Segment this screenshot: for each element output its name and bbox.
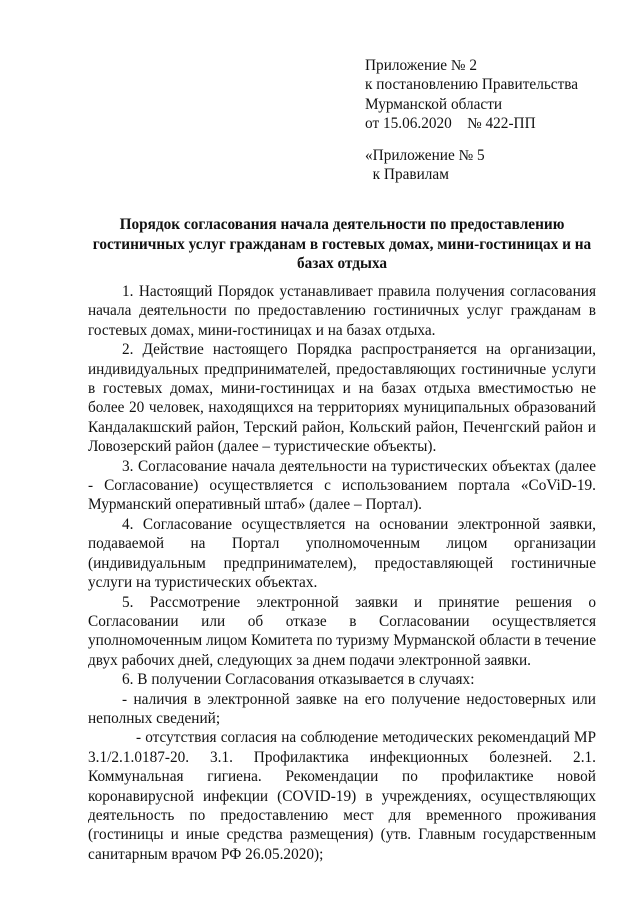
paragraph-6-item-2: - отсутствия согласия на соблюдение методических рекомендаций МР 3.1/2.1.0187-20. 3.1. Профилактика инфекционных болезней. 2.1. Коммунальная гигиена. Рекомендации по профилактике новой коронавирусной инфекции (COVID-19) в учреждениях, осуществляющих деятельность по предоставлению мест для временного проживания (гостиницы и иные средства размещения) (утв. Главным государственным санитарным врачом РФ 26.05.2020); [88,729,596,863]
paragraph-4: 4. Согласование осуществляется на основании электронной заявки, подаваемой на Портал уполномоченным лицом организации (индивидуальным предпринимателем), предоставляющей гостиничные услуги на туристических объектах. [88,515,596,592]
document-body [88,282,596,864]
paragraph-6: 6. В получении Согласования отказывается в случаях: [122,671,475,689]
paragraph-5: 5. Рассмотрение электронной заявки и принятие решения о Согласовании или об отказе в Согласовании осуществляется уполномоченным лицом Комитета по туризму Мурманской области в течение двух рабочих дней, следующих за днем подачи электронной заявки. [88,593,596,669]
paragraph-6-item-1: - наличия в электронной заявке на его получение недостоверных или неполных сведений; [88,690,596,727]
annex-region: Мурманской области [365,95,503,113]
annex-subheader-number: «Приложение № 5 [365,147,485,164]
paragraph-1: 1. Настоящий Порядок устанавливает правила получения согласования начала деятельности по предоставлению гостиничных услуг гражданам в гостевых домах, мини-гостиницах и на базах отдыха. [88,283,596,339]
paragraph-2: 2. Действие настоящего Порядка распространяется на организации, индивидуальных предпринимателей, предоставляющих гостиничные услуги в гостевых домах, мини-гостиницах и на базах отдыха вместимостью не более 20 человек, находящихся на территориях муниципальных образований Кандалакшский район, Терский район, Кольский район, Печенгский район и Ловозерский район (далее – туристические объекты). [88,341,596,456]
annex-subheader [365,146,625,185]
annex-subheader-reference: к Правилам [365,166,449,184]
annex-reference: к постановлению Правительства [365,76,579,94]
annex-date-number: от 15.06.2020 № 422-ПП [365,115,536,133]
annex-number: Приложение № 2 [365,57,477,74]
paragraph-3: 3. Согласование начала деятельности на туристических объектах (далее - Согласование) осуществляется с использованием портала «CoViD-19. Мурманский оперативный штаб» (далее – Портал). [88,457,596,514]
annex-header [365,56,625,134]
document-title: Порядок согласования начала деятельности по предоставлению гостиничных услуг гражданам в гостевых домах, мини-гостиницах и на базах отдыха [92,216,592,272]
